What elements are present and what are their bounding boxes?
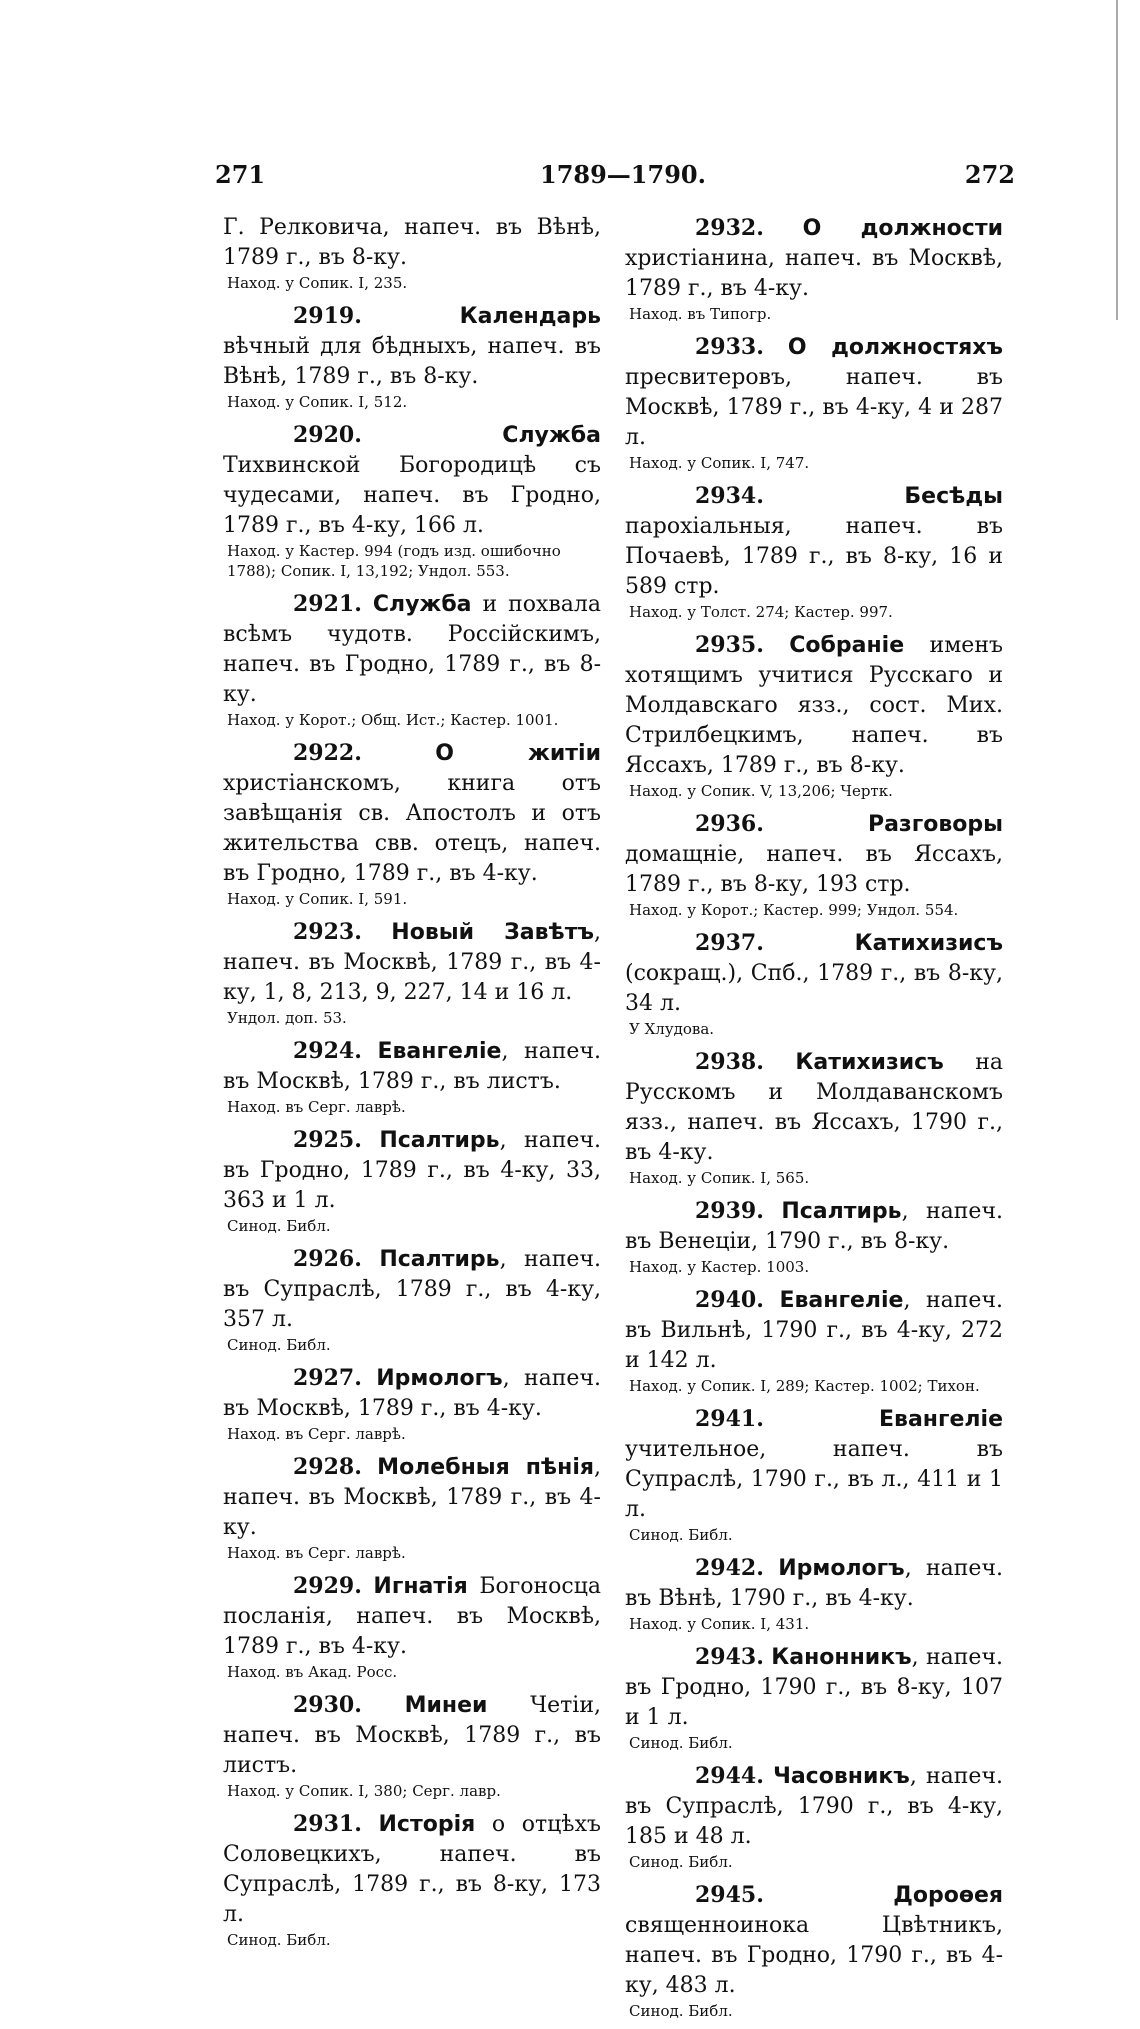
entry-title: О должности	[802, 216, 1003, 241]
entry-title: Календарь	[459, 304, 601, 329]
entry-text	[223, 738, 601, 889]
entry-number: 2935.	[695, 632, 764, 658]
entry-description: парохіальныя, напеч. въ Почаевѣ, 1789 г., въ 8-ку, 16 и 589 стр.	[625, 514, 1003, 599]
entry-number: 2928.	[293, 1454, 362, 1480]
catalog-entry	[625, 213, 1003, 324]
entry-description: , напеч. въ Вѣнѣ, 1790 г., въ 4-ку.	[625, 1556, 1003, 1611]
entry-title: Ирмологъ	[778, 1556, 905, 1581]
catalog-entry	[625, 630, 1003, 801]
entry-number: 2919.	[293, 303, 362, 329]
entry-title: Катихизисъ	[854, 931, 1003, 956]
entry-number: 2927.	[293, 1365, 362, 1391]
entry-location: Наход. у Кастер. 1003.	[629, 1258, 810, 1276]
entry-description: (сокращ.), Спб., 1789 г., въ 8-ку, 34 л.	[625, 961, 1003, 1016]
entry-description: Тихвинской Богородицѣ съ чудесами, напеч. въ Гродно, 1789 г., въ 4-ку, 166 л.	[223, 453, 601, 538]
catalog-entry	[223, 738, 601, 909]
entry-location: Синод. Библ.	[227, 1336, 331, 1354]
entry-text	[223, 1244, 601, 1335]
entry-location: Синод. Библ.	[227, 1931, 331, 1949]
entry-number: 2940.	[695, 1287, 764, 1313]
entry-title: Евангеліе	[779, 1288, 904, 1313]
entry-description: именъ хотящимъ учитися Русскаго и Молдавскаго язз., сост. Мих. Стрилбецкимъ, напеч. въ Яссахъ, 1789 г., въ 8-ку.	[625, 633, 1003, 778]
entry-number: 2926.	[293, 1246, 362, 1272]
entry-location: Синод. Библ.	[629, 1853, 733, 1871]
entry-title: Часовникъ	[773, 1764, 910, 1789]
entry-number: 2932.	[695, 215, 764, 241]
catalog-entry	[223, 1244, 601, 1355]
entry-location: Наход. у Сопик. V, 13,206; Чертк.	[629, 782, 893, 800]
entry-number: 2922.	[293, 740, 362, 766]
entry-description: христіанина, напеч. въ Москвѣ, 1789 г., въ 4-ку.	[625, 246, 1003, 301]
entry-description: , напеч. въ Вильнѣ, 1790 г., въ 4-ку, 272 и 142 л.	[625, 1288, 1003, 1373]
catalog-entry	[223, 420, 601, 581]
continuation-entry	[223, 213, 601, 293]
entry-text	[223, 1571, 601, 1662]
entry-text	[223, 1036, 601, 1097]
right-column	[625, 213, 1003, 2029]
entry-text	[625, 213, 1003, 304]
entry-text	[625, 809, 1003, 900]
entry-number: 2933.	[695, 334, 764, 360]
entry-text	[625, 481, 1003, 602]
entry-description: , напеч. въ Москвѣ, 1789 г., въ листъ.	[223, 1039, 601, 1094]
entry-description: , напеч. въ Москвѣ, 1789 г., въ 4-ку.	[223, 1455, 601, 1540]
entry-description: , напеч. въ Москвѣ, 1789 г., въ 4-ку, 1, 8, 213, 9, 227, 14 и 16 л.	[223, 920, 601, 1005]
catalog-entry	[625, 1047, 1003, 1188]
entry-location: У Хлудова.	[629, 1020, 715, 1038]
entry-location: Наход. у Сопик. I, 747.	[629, 454, 810, 472]
entry-location: Наход. у Сопик. I, 565.	[629, 1169, 810, 1187]
entry-text	[625, 332, 1003, 453]
entry-number: 2921.	[293, 591, 362, 617]
entry-number: 2920.	[293, 422, 362, 448]
entry-description: , напеч. въ Москвѣ, 1789 г., въ 4-ку.	[223, 1366, 601, 1421]
entry-text	[625, 630, 1003, 781]
entry-number: 2943.	[695, 1644, 764, 1670]
catalog-entry	[223, 1809, 601, 1950]
catalog-entry	[223, 301, 601, 412]
catalog-entry	[223, 1363, 601, 1444]
entry-description: и похвала всѣмъ чудотв. Россійскимъ, напеч. въ Гродно, 1789 г., въ 8-ку.	[223, 592, 601, 707]
catalog-entry	[223, 1036, 601, 1117]
catalog-entry	[223, 917, 601, 1028]
entry-location: Наход. въ Серг. лаврѣ.	[227, 1098, 406, 1116]
entry-description: пресвитеровъ, напеч. въ Москвѣ, 1789 г., въ 4-ку, 4 и 287 л.	[625, 365, 1003, 450]
catalog-entry	[625, 1196, 1003, 1277]
entry-number: 2929.	[293, 1573, 362, 1599]
entry-text	[625, 1196, 1003, 1257]
entry-title: Ирмологъ	[376, 1366, 503, 1391]
entry-description: Богоносца посланія, напеч. въ Москвѣ, 1789 г., въ 4-ку.	[223, 1574, 602, 1659]
entry-description: Четіи, напеч. въ Москвѣ, 1789 г., въ листъ.	[223, 1693, 601, 1778]
entry-location: Наход. въ Акад. Росс.	[227, 1663, 398, 1681]
entry-title: Канонникъ	[771, 1645, 912, 1670]
entry-number: 2942.	[695, 1555, 764, 1581]
entry-location: Наход. въ Серг. лаврѣ.	[227, 1544, 406, 1562]
catalog-entry	[625, 1404, 1003, 1545]
entry-location: Наход. у Сопик. I, 591.	[227, 890, 408, 908]
entry-description: , напеч. въ Гродно, 1790 г., въ 8-ку, 107 и 1 л.	[625, 1645, 1003, 1730]
entry-location: Синод. Библ.	[629, 1526, 733, 1544]
catalog-entry	[625, 332, 1003, 473]
entry-location: Наход. у Сопик. I, 289; Кастер. 1002; Тихон.	[629, 1377, 980, 1395]
entry-number: 2939.	[695, 1198, 764, 1224]
catalog-entry	[625, 1553, 1003, 1634]
catalog-entry	[625, 928, 1003, 1039]
catalog-entry	[223, 1452, 601, 1563]
entry-title: Молебныя пѣнія	[377, 1455, 594, 1480]
entry-text	[223, 420, 601, 541]
entry-title: Евангеліе	[879, 1407, 1003, 1432]
entry-text	[625, 1047, 1003, 1168]
entry-location: Наход. у Сопик. I, 380; Серг. лавр.	[227, 1782, 501, 1800]
entry-location: Наход. въ Серг. лаврѣ.	[227, 1425, 406, 1443]
page-edge-line	[1116, 0, 1118, 320]
entry-number: 2944.	[695, 1763, 764, 1789]
entry-title: Служба	[372, 592, 472, 617]
entry-title: Псалтирь	[781, 1199, 902, 1224]
entry-title: Псалтирь	[379, 1247, 500, 1272]
entry-title: Разговоры	[867, 812, 1003, 837]
entry-text	[625, 1285, 1003, 1376]
catalog-entry	[625, 481, 1003, 622]
entry-title: Евангеліе	[377, 1039, 502, 1064]
catalog-entry	[625, 1642, 1003, 1753]
entry-location: Синод. Библ.	[629, 2002, 733, 2020]
entry-number: 2931.	[293, 1811, 362, 1837]
left-page-number: 271	[215, 160, 266, 189]
entry-location: Наход. у Сопик. I, 512.	[227, 393, 408, 411]
entry-number: 2934.	[695, 483, 764, 509]
entry-text	[223, 917, 601, 1008]
entry-number: 2925.	[293, 1127, 362, 1153]
entry-description: христіанскомъ, книга отъ завѣщанія св. Апостолъ и отъ жительства свв. отецъ, напеч. въ Гродно, 1789 г., въ 4-ку.	[223, 771, 601, 886]
catalog-entry	[223, 1571, 601, 1682]
entry-title: Катихизисъ	[795, 1050, 944, 1075]
entry-text	[223, 1125, 601, 1216]
entry-location: Синод. Библ.	[227, 1217, 331, 1235]
entry-number: 2936.	[695, 811, 764, 837]
entry-description: , напеч. въ Гродно, 1789 г., въ 4-ку, 33, 363 и 1 л.	[223, 1128, 601, 1213]
entry-description: священноинока Цвѣтникъ, напеч. въ Гродно, 1790 г., въ 4-ку, 483 л.	[625, 1913, 1003, 1998]
entry-title: Собраніе	[789, 633, 905, 658]
entry-title: Служба	[502, 423, 601, 448]
entry-number: 2941.	[695, 1406, 764, 1432]
entry-description: , напеч. въ Венеціи, 1790 г., въ 8-ку.	[625, 1199, 1003, 1254]
left-column	[223, 213, 601, 1958]
continuation-location: Наход. у Сопик. I, 235.	[227, 274, 408, 292]
entry-text	[625, 1880, 1003, 2001]
entry-title: Игнатія	[373, 1574, 468, 1599]
entry-number: 2945.	[695, 1882, 764, 1908]
entry-description: о отцѣхъ Соловецкихъ, напеч. въ Супраслѣ, 1789 г., въ 8-ку, 173 л.	[223, 1812, 601, 1927]
entry-location: Наход. у Толст. 274; Кастер. 997.	[629, 603, 893, 621]
catalog-entry	[625, 1761, 1003, 1872]
entry-title: О житіи	[435, 741, 601, 766]
entry-description: вѣчный для бѣдныхъ, напеч. въ Вѣнѣ, 1789 г., въ 8-ку.	[223, 334, 601, 389]
entry-location: Наход. у Кастер. 994 (годъ изд. ошибочно 1788); Сопик. I, 13,192; Ундол. 553.	[227, 542, 561, 580]
entry-text	[223, 301, 601, 392]
catalog-entry	[223, 1690, 601, 1801]
entry-text	[625, 928, 1003, 1019]
year-range: 1789—1790.	[540, 160, 706, 189]
page-header	[215, 160, 1015, 200]
entry-location: Наход. въ Типогр.	[629, 305, 772, 323]
entry-location: Наход. у Корот.; Общ. Ист.; Кастер. 1001.	[227, 711, 559, 729]
entry-number: 2923.	[293, 919, 362, 945]
entry-location: Наход. у Сопик. I, 431.	[629, 1615, 810, 1633]
entry-description: , напеч. въ Супраслѣ, 1789 г., въ 4-ку, 357 л.	[223, 1247, 601, 1332]
entry-number: 2938.	[695, 1049, 764, 1075]
entry-text	[223, 1452, 601, 1543]
entry-text	[625, 1404, 1003, 1525]
catalog-entry	[625, 1285, 1003, 1396]
entry-title: О должностяхъ	[787, 335, 1003, 360]
entry-title: Минеи	[404, 1693, 488, 1718]
entry-location: Ундол. доп. 53.	[227, 1009, 347, 1027]
entry-text	[223, 589, 601, 710]
entry-text	[223, 1690, 601, 1781]
entry-description: , напеч. въ Супраслѣ, 1790 г., въ 4-ку, 185 и 48 л.	[625, 1764, 1003, 1849]
catalog-entry	[625, 809, 1003, 920]
continuation-text: Г. Релковича, напеч. въ Вѣнѣ, 1789 г., въ 8-ку.	[223, 215, 601, 270]
entry-description: на Русскомъ и Молдаванскомъ язз., напеч. въ Яссахъ, 1790 г., въ 4-ку.	[625, 1050, 1004, 1165]
entry-location: Синод. Библ.	[629, 1734, 733, 1752]
entry-text	[625, 1553, 1003, 1614]
entry-number: 2937.	[695, 930, 764, 956]
entry-text	[223, 1363, 601, 1424]
entry-title: Дороѳея	[893, 1883, 1003, 1908]
entry-title: Исторія	[378, 1812, 476, 1837]
entry-text	[625, 1761, 1003, 1852]
catalog-entry	[223, 589, 601, 730]
entry-description: учительное, напеч. въ Супраслѣ, 1790 г., въ л., 411 и 1 л.	[625, 1437, 1003, 1522]
right-page-number: 272	[964, 160, 1015, 189]
entry-title: Бесѣды	[904, 484, 1003, 509]
entry-title: Псалтирь	[379, 1128, 500, 1153]
entry-text	[223, 1809, 601, 1930]
entry-location: Наход. у Корот.; Кастер. 999; Ундол. 554.	[629, 901, 959, 919]
catalog-entry	[625, 1880, 1003, 2021]
entry-description: домащніе, напеч. въ Яссахъ, 1789 г., въ 8-ку, 193 стр.	[625, 842, 1003, 897]
entry-number: 2930.	[293, 1692, 362, 1718]
entry-title: Новый Завѣтъ	[391, 920, 594, 945]
entry-text	[625, 1642, 1003, 1733]
catalog-entry	[223, 1125, 601, 1236]
entry-number: 2924.	[293, 1038, 362, 1064]
